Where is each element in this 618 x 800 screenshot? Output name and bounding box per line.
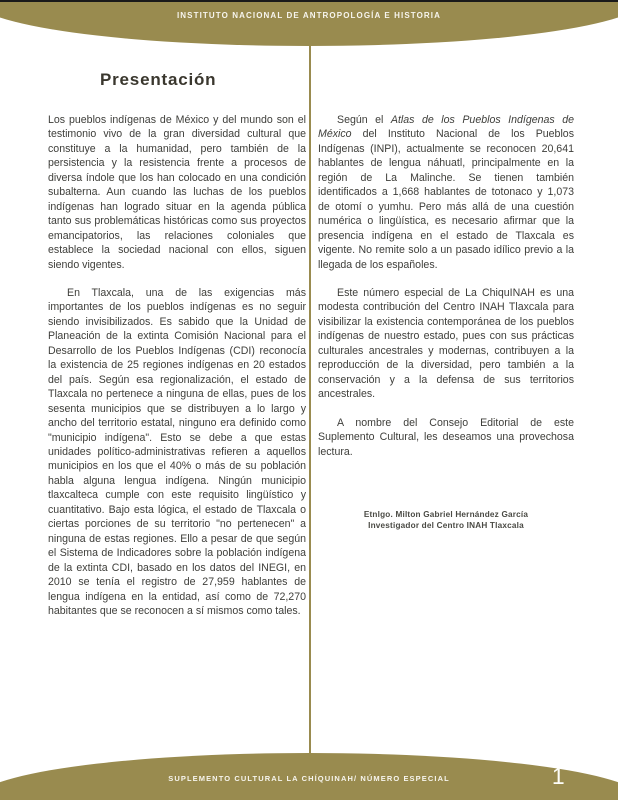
header-banner: [0, 0, 618, 46]
page-number: 1: [551, 763, 565, 789]
paragraph: Los pueblos indígenas de México y del mundo son el testimonio vivo de la gran diversidad cultural que constituye a la humanidad, pero también de la persistencia y la resistencia frente a procesos de diversa índole que los han colocado en una condición subalterna. Aun cuando las luchas de los pueblos indígenas han logrado situar en la agenda pública tanto sus problemáticas históricas como sus proyectos emancipatorios, las relaciones coloniales que establece la sociedad nacional con ellos, siguen siendo vigentes.: [48, 114, 306, 271]
right-column: [318, 113, 574, 532]
footer-banner: [0, 753, 618, 800]
book-title-italic: Atlas de los Pueblos Indígenas de México: [318, 114, 574, 141]
paragraph-text: del Instituto Nacional de los Pueblos Indígenas (INPI), actualmente se reconocen 20,641 hablantes de lengua náhuatl, principalmente en la región de La Malinche. Se tienen también identificados a 1,668 hablantes de totonaco y 1,073 de otomí o yumhu. Pero más allá de una cuestión numérica o lingüística, es necesario afirmar que la presencia indígena en el estado de Tlaxcala es vigente. No remite solo a un pasado idílico previo a la llegada de los españoles.: [318, 128, 574, 271]
footer-title: SUPLEMENTO CULTURAL LA CHÍQUINAH/ NÚMERO ESPECIAL: [168, 774, 450, 783]
page-title: Presentación: [100, 70, 217, 89]
signature-name: Etnlgo. Milton Gabriel Hernández García: [363, 509, 529, 519]
paragraph: A nombre del Consejo Editorial de este Suplemento Cultural, les deseamos una provechosa lectura.: [318, 416, 574, 458]
column-divider: [309, 44, 311, 753]
top-border-line: [0, 0, 618, 2]
left-column: [48, 113, 306, 632]
paragraph: En Tlaxcala, una de las exigencias más importantes de los pueblos indígenas es no seguir siendo invisibilizados. Es sabido que la Unidad de Planeación de la extinta Comisión Nacional para el Desarrollo de los Pueblos Indígenas (CDI) reconocía la existencia de 25 regiones indígenas en 20 estados del país. Según esa regionalización, el estado de Tlaxcala no pertenece a ninguna de ellas, pues de los sesenta municipios que se distribuyen a lo largo y ancho del territorio estatal, ninguno era definido como "municipio indígena". Esto se debe a que estas unidades político-administrativas refieren a aquellos municipios en los que el 40% o más de su población habla alguna lengua indígena. Ningún municipio tlaxcalteca cumple con este requisito lingüístico y cuantitativo. Bajo esta lógica, el estado de Tlaxcala o ciertas porciones de su territorio "no pertenecen" a ninguna de estas regiones. Ello a pesar de que según el Sistema de Indicadores sobre la población indígena de la extinta CDI, basado en los datos del INEGI, en 2010 se tenía el registro de 27,959 hablantes de lengua indígena en la entidad, así como de 72,270 habitantes que se reconocen a sí mismos como tales.: [48, 286, 306, 617]
paragraph-text: Según el: [337, 114, 391, 126]
institution-name: INSTITUTO NACIONAL DE ANTROPOLOGÍA E HISTORIA: [176, 11, 442, 20]
signature-role: Investigador del Centro INAH Tlaxcala: [368, 521, 524, 531]
paragraph: [318, 113, 574, 272]
signature-block: [318, 509, 574, 532]
paragraph: Este número especial de La ChiquINAH es una modesta contribución del Centro INAH Tlaxcala para visibilizar la existencia contemporánea de los pueblos indígenas de nuestro estado, pues con sus prácticas culturales ancestrales y modernas, contribuyen a la reproducción de la diversidad, pero también a la conservación y a la defensa de sus territorios ancestrales.: [318, 286, 574, 401]
